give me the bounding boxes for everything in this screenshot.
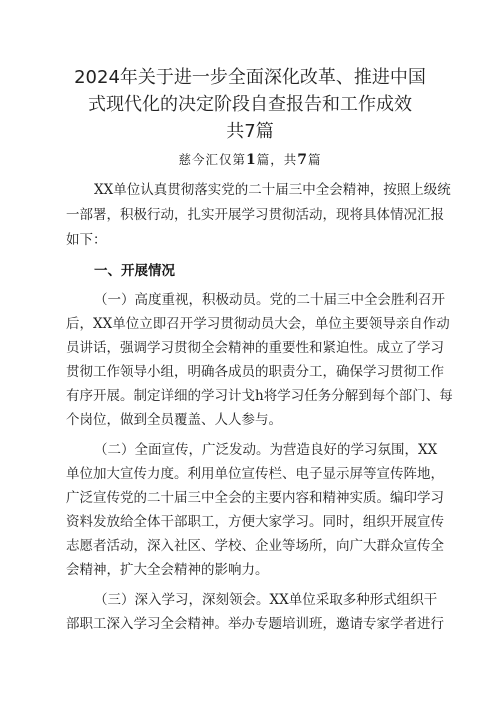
para2-line-6: 会精神，扩大全会精神的影响力。	[66, 562, 269, 578]
para2-line-5: 志愿者活动，深入社区、学校、企业等场所，向广大群众宣传全	[66, 538, 444, 554]
para3-line-1: （三）深入学习，深刻领会。XX单位采取多种形式组织干	[94, 592, 438, 608]
para2-line-2: 单位加大宣传力度。利用单位宣传栏、电子显示屏等宣传阵地，	[66, 466, 444, 482]
para2-line-1: （二）全面宣传，广泛发动。为营造良好的学习氛围，XX	[94, 442, 438, 458]
subtitle-page-number: 1	[245, 152, 257, 168]
para2-line-4: 资料发放给全体干部职工，方便大家学习。同时，组织开展宣传	[66, 514, 444, 530]
para1-line-4: 贯彻工作领导小组，明确各成员的职责分工，确保学习贯彻工作	[66, 364, 444, 380]
subtitle-middle: 篇，共	[256, 152, 298, 167]
para1-line-3: 员讲话，强调学习贯彻全会精神的重要性和紧迫性。成立了学习	[66, 340, 444, 356]
subtitle-prefix: 慈今汇仅第	[178, 152, 246, 167]
subtitle-total-number: 7	[297, 152, 308, 168]
para1-line-2: 后，XX单位立即召开学习贯彻动员大会，单位主要领导亲自作动	[66, 316, 450, 332]
para1-line-1: （一）高度重视，积极动员。党的二十届三中全会胜利召开	[94, 292, 445, 308]
section-heading-1: 一、开展情况	[94, 263, 175, 279]
subtitle-suffix: 篇	[308, 152, 322, 167]
para2-line-3: 广泛宣传党的二十届三中全会的主要内容和精神实质。编印学习	[66, 490, 444, 506]
para3-line-2: 部职工深入学习全会精神。举办专题培训班，邀请专家学者进行	[66, 616, 444, 632]
para1-line-6: 个岗位，做到全员覆盖、人人参与。	[66, 412, 282, 428]
document-title-line-1: 2024年关于进一步全面深化改革、推进中国	[74, 67, 426, 88]
para1-line-5: 有序开展。制定详细的学习计戈h将学习任务分解到每个部门、每	[66, 388, 453, 404]
intro-line-3: 如下：	[66, 232, 107, 248]
document-subtitle	[0, 150, 500, 168]
document-title-line-3: 共7篇	[226, 121, 274, 142]
intro-line-1: XX单位认真贯彻落实党的二十届三中全会精神，按照上级统	[94, 182, 451, 198]
intro-line-2: 一部署，积极行动，扎实开展学习贯彻活动，现将具体情况汇报	[66, 207, 444, 223]
document-title-line-2: 式现代化的决定阶段自查报告和工作成效	[88, 94, 412, 115]
